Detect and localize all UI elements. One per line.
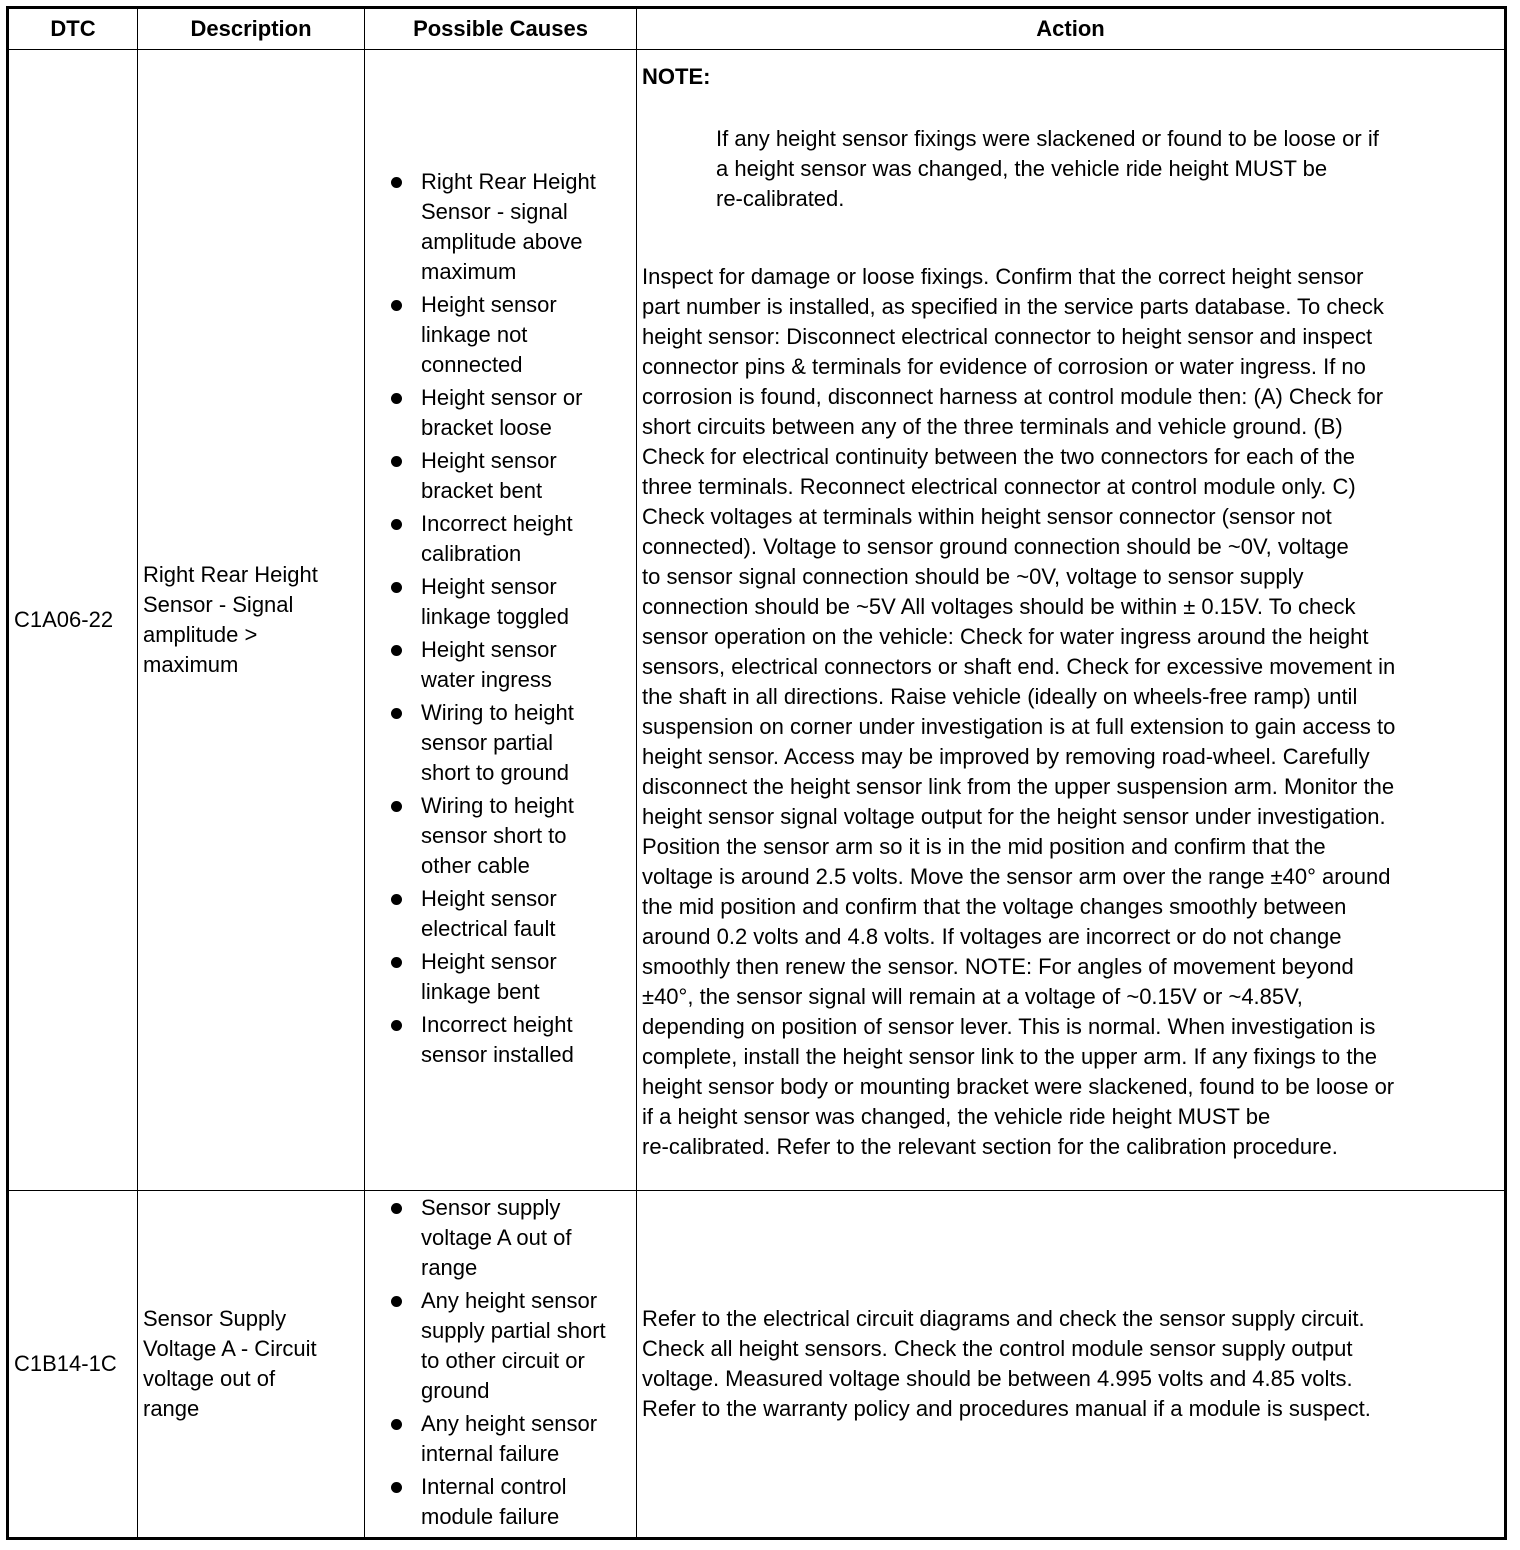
header-dtc: DTC xyxy=(8,8,138,50)
cause-item: Incorrect height calibration xyxy=(370,509,631,569)
causes-list xyxy=(370,1193,631,1532)
cause-item: Incorrect height sensor installed xyxy=(370,1010,631,1070)
cause-item: Height sensor electrical fault xyxy=(370,884,631,944)
description: Right Rear Height Sensor - Signal amplitude > maximum xyxy=(138,50,365,1191)
header-description: Description xyxy=(138,8,365,50)
cause-item: Any height sensor internal failure xyxy=(370,1409,631,1469)
cause-item: Internal control module failure xyxy=(370,1472,631,1532)
possible-causes xyxy=(365,1191,637,1539)
header-action: Action xyxy=(637,8,1506,50)
cause-item: Height sensor linkage toggled xyxy=(370,572,631,632)
dtc-code: C1B14-1C xyxy=(8,1191,138,1539)
cause-item: Wiring to height sensor partial short to ground xyxy=(370,698,631,788)
possible-causes xyxy=(365,50,637,1191)
header-causes: Possible Causes xyxy=(365,8,637,50)
causes-list xyxy=(370,167,631,1070)
cause-item: Wiring to height sensor short to other cable xyxy=(370,791,631,881)
cause-item: Height sensor linkage bent xyxy=(370,947,631,1007)
action-text: Inspect for damage or loose fixings. Confirm that the correct height sensor part number is installed, as specified in the service parts database. To check height sensor: Disconnect electrical connector to height sensor and inspect connector pins & terminals for evidence of corrosion or water ingress. If no corrosion is found, disconnect harness at control module then: (A) Check for short circuits between any of the three terminals and vehicle ground. (B) Check for electrical continuity between the two connectors for each of the three terminals. Reconnect electrical connector at control module only. C) Check voltages at terminals within height sensor connector (sensor not connected). Voltage to sensor ground connection should be ~0V, voltage to sensor signal connection should be ~0V, voltage to sensor supply connection should be ~5V All voltages should be within ± 0.15V. To check sensor operation on the vehicle: Check for water ingress around the height sensors, electrical connectors or shaft end. Check for excessive movement in the shaft in all directions. Raise vehicle (ideally on wheels-free ramp) until suspension on corner under investigation is at full extension to gain access to height sensor. Access may be improved by removing road-wheel. Carefully disconnect the height sensor link from the upper suspension arm. Monitor the height sensor signal voltage output for the height sensor under investigation. Position the sensor arm so it is in the mid position and confirm that the voltage is around 2.5 volts. Move the sensor arm over the range ±40° around the mid position and confirm that the voltage changes smoothly between around 0.2 volts and 4.8 volts. If voltages are incorrect or do not change smoothly then renew the sensor. NOTE: For angles of movement beyond ±40°, the sensor signal will remain at a voltage of ~0.15V or ~4.85V, depending on position of sensor lever. This is normal. When investigation is complete, install the height sensor link to the upper arm. If any fixings to the height sensor body or mounting bracket were slackened, found to be loose or if a height sensor was changed, the vehicle ride height MUST be re-calibrated. Refer to the relevant section for the calibration procedure. xyxy=(642,264,1396,1159)
cause-item: Height sensor or bracket loose xyxy=(370,383,631,443)
note-body: If any height sensor fixings were slackened or found to be loose or if a height sensor was changed, the vehicle ride height MUST be re-calibrated. xyxy=(716,126,1379,211)
description: Sensor Supply Voltage A - Circuit voltage out of range xyxy=(138,1191,365,1539)
cause-item: Height sensor bracket bent xyxy=(370,446,631,506)
action-text: Refer to the electrical circuit diagrams and check the sensor supply circuit. Check all height sensors. Check the control module sensor supply output voltage. Measured voltage should be between 4.995 volts and 4.85 volts. Refer to the warranty policy and procedures manual if a module is suspect. xyxy=(637,1191,1506,1539)
note-heading: NOTE: xyxy=(642,64,711,89)
header-row xyxy=(8,8,1506,50)
cause-item: Sensor supply voltage A out of range xyxy=(370,1193,631,1283)
action xyxy=(637,50,1506,1191)
table-row xyxy=(8,50,1506,1191)
cause-item: Any height sensor supply partial short to other circuit or ground xyxy=(370,1286,631,1406)
dtc-code: C1A06-22 xyxy=(8,50,138,1191)
cause-item: Height sensor linkage not connected xyxy=(370,290,631,380)
cause-item: Right Rear Height Sensor - signal amplitude above maximum xyxy=(370,167,631,287)
dtc-table xyxy=(6,6,1507,1540)
cause-item: Height sensor water ingress xyxy=(370,635,631,695)
table-row xyxy=(8,1191,1506,1539)
